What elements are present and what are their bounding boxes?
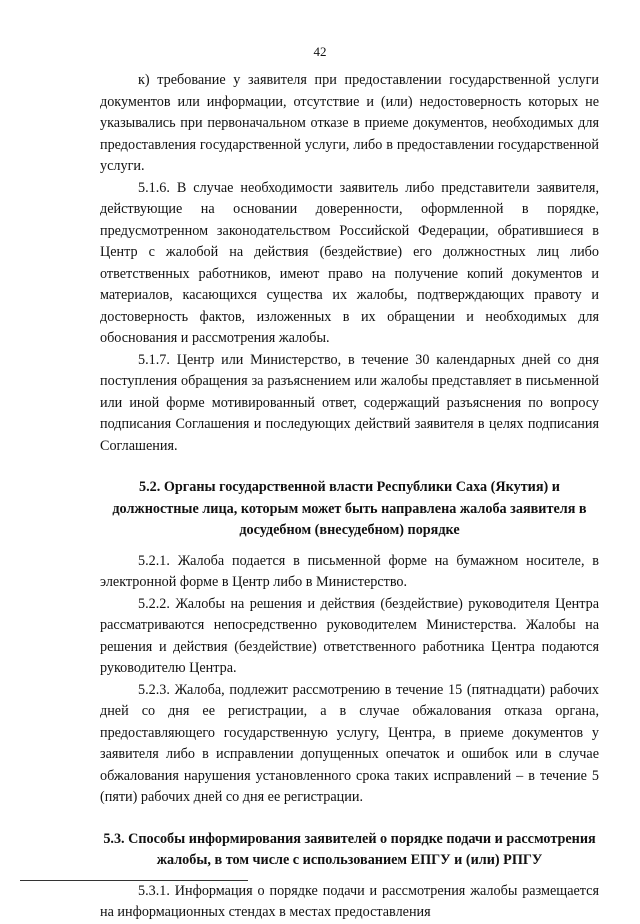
paragraph-5-3-1: 5.3.1. Информация о порядке подачи и рассмотрения жалобы размещается на информационных стендах в местах предоставления	[100, 882, 599, 920]
paragraph-5-2-1: 5.2.1. Жалоба подается в письменной форме на бумажном носителе, в электронной форме в Центр либо в Министерство.	[100, 552, 599, 590]
paragraph-5-1-7: 5.1.7. Центр или Министерство, в течение 30 календарных дней со дня поступления обращения за разъяснением или жалобы представляет в письменной или иной форме мотивированный ответ, содержащий разъяснения по вопросу подписания Соглашения и последующих действий заявителя в целях подписания Соглашения.	[100, 351, 599, 454]
page-number: 42	[313, 44, 327, 59]
section-heading-5-3: 5.3. Способы информирования заявителей о порядке подачи и рассмотрения жалобы, в том числе с использованием ЕПГУ и (или) РПГУ	[103, 830, 596, 868]
paragraph-item-k: к) требование у заявителя при предоставлении государственной услуги документов или информации, отсутствие и (или) недостоверность которых не указывались при первоначальном отказе в приеме документов, необходимых для предоставления государственной услуги, либо в предоставлении государственной услуги.	[100, 72, 599, 174]
document-body	[100, 70, 599, 924]
paragraph-5-2-3: 5.2.3. Жалоба, подлежит рассмотрению в течение 15 (пятнадцати) рабочих дней со дня ее регистрации, а в случае обжалования отказа органа, предоставляющего государственную услугу, Центра, в приеме документов у заявителя либо в исправлении допущенных опечаток и ошибок или в случае обжалования нарушения установленного срока таких исправлений – в течение 5 (пяти) рабочих дней со дня ее регистрации.	[100, 681, 599, 805]
paragraph-5-2-2: 5.2.2. Жалобы на решения и действия (бездействие) руководителя Центра рассматриваются непосредственно руководителем Министерства. Жалобы на решения и действия (бездействие) ответственного работника Центра подаются руководителю Центра.	[100, 595, 599, 676]
paragraph-5-1-6: 5.1.6. В случае необходимости заявитель либо представители заявителя, действующие на основании доверенности, оформленной в порядке, предусмотренном законодательством Российской Федерации, обратившиеся в Центр с жалобой на действия (бездействие) его должностных лиц либо ответственных работников, имеют право на получение копий документов и материалов, касающихся существа их жалобы, подтверждающих правоту и достоверность фактов, изложенных в их обращении и необходимых для обоснования и рассмотрения жалобы.	[100, 179, 599, 346]
section-heading-5-2: 5.2. Органы государственной власти Республики Саха (Якутия) и должностные лица, которым может быть направлена жалоба заявителя в досудебном (внесудебном) порядке	[112, 479, 587, 538]
footer-divider	[20, 880, 248, 881]
